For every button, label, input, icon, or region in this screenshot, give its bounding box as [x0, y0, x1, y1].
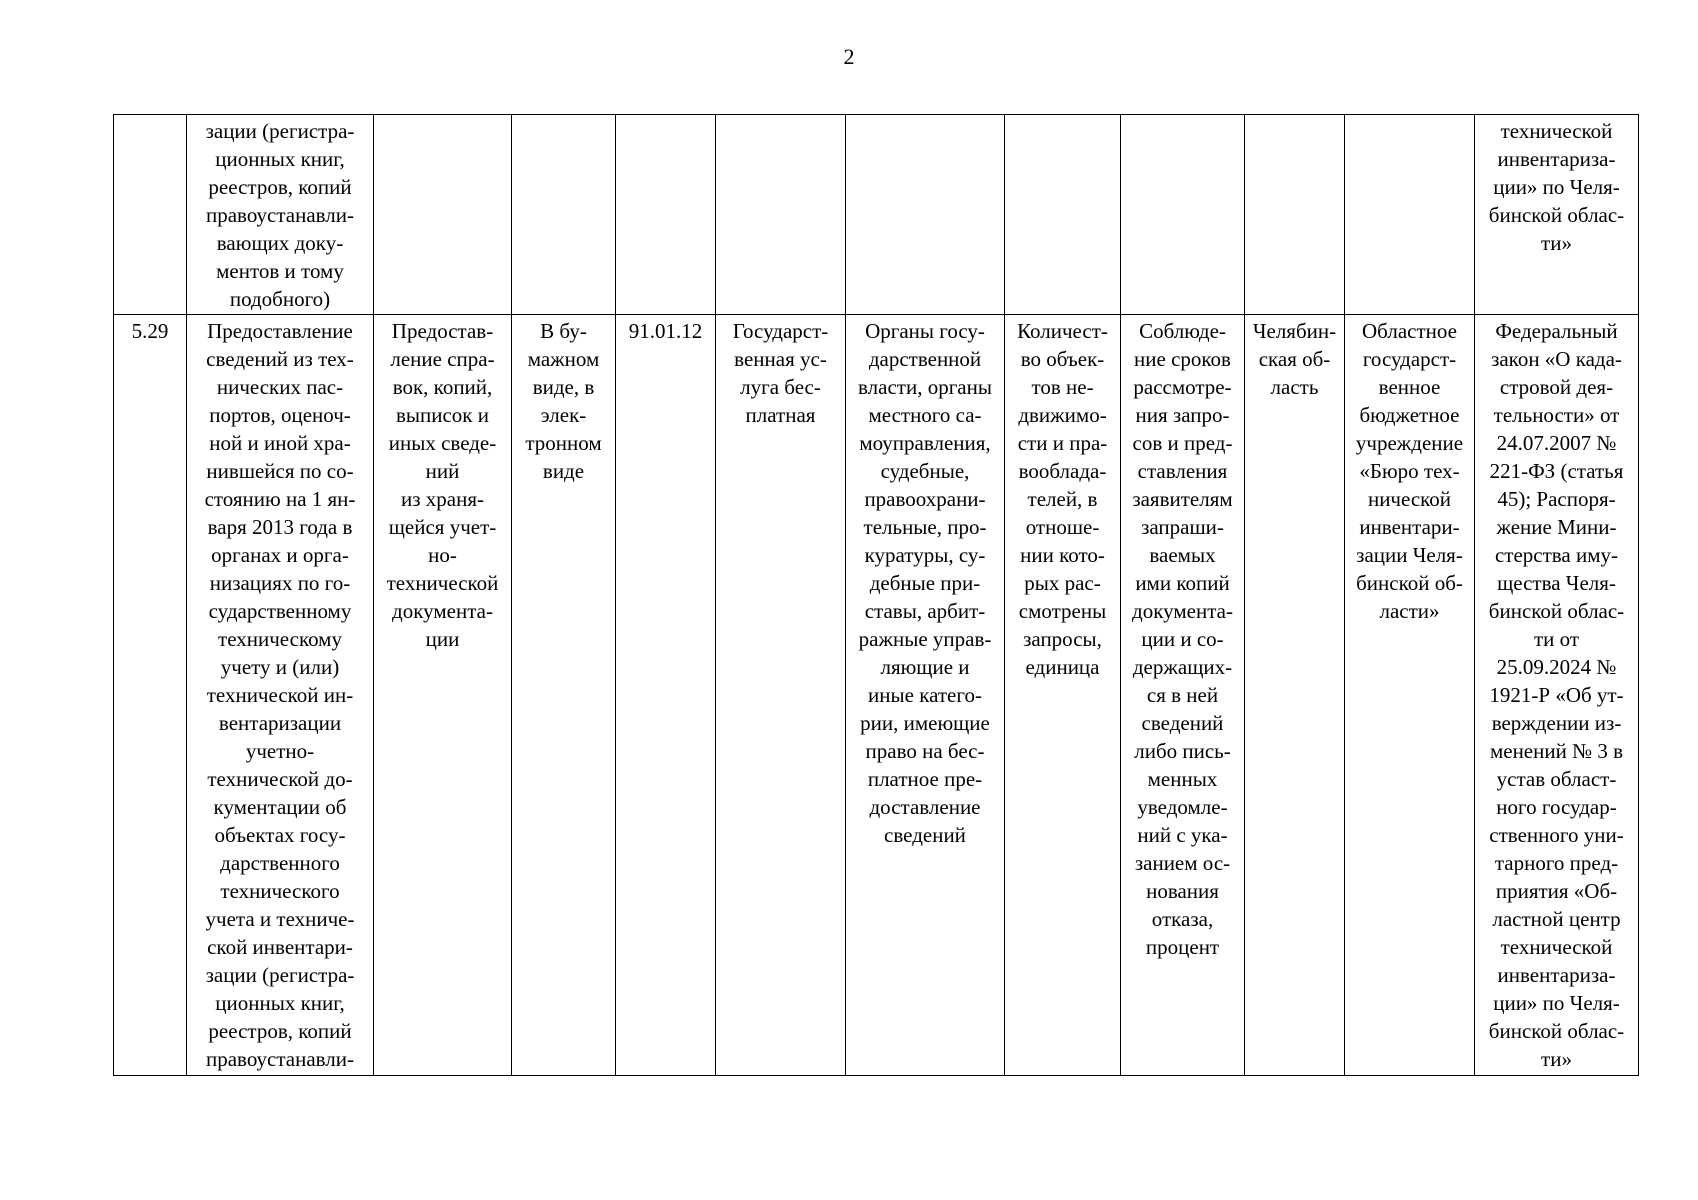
cell-text-line: венное: [1378, 375, 1441, 399]
cell-text-line: менений № 3 в: [1489, 739, 1624, 763]
cell-text-line: ний с ука-: [1137, 823, 1228, 847]
cell-text-line: местного са-: [868, 403, 982, 427]
cell-text-line: приятия «Об-: [1495, 879, 1618, 903]
cell-text-line: но-: [428, 543, 457, 567]
cell-text-line: инвентаризa-: [1497, 963, 1616, 987]
cell-text-line: Государст-: [732, 319, 829, 343]
cell-text-line: ти»: [1541, 1047, 1572, 1071]
cell-text-line: ласти»: [1379, 599, 1440, 623]
cell-text-line: рии, имеющие: [860, 711, 990, 735]
cell-text-line: правоохрани-: [864, 487, 986, 511]
page-number: 2: [843, 44, 855, 69]
cell-text-line: верждении из-: [1491, 711, 1622, 735]
cell-text-line: тельные, про-: [863, 515, 987, 539]
cell-text-line: зации (регистра-: [205, 963, 355, 987]
table-cell-okved-code: [616, 315, 716, 1076]
cell-text-line: 221-ФЗ (статья: [1489, 459, 1624, 483]
cell-text-line: ционных книг,: [215, 991, 345, 1015]
cell-text-line: 45); Распоря-: [1497, 487, 1616, 511]
table-cell-provider: [1345, 115, 1475, 315]
cell-text-line: ими копий: [1135, 571, 1230, 595]
cell-text-line: луга бес-: [740, 375, 821, 399]
cell-text-line: венная ус-: [734, 347, 827, 371]
table-cell-provider: [1345, 315, 1475, 1076]
cell-text-line: подобного): [229, 287, 331, 311]
cell-text-line: органах и орга-: [211, 543, 349, 567]
cell-text-line: ние сроков: [1134, 347, 1231, 371]
cell-text-line: иных сведе-: [388, 431, 497, 455]
cell-text-line: государст-: [1362, 347, 1457, 371]
cell-text-line: учета и техниче-: [205, 907, 355, 931]
cell-text-line: зации (регистра-: [205, 119, 355, 143]
cell-text-line: сведений: [1141, 711, 1224, 735]
cell-text-line: ной и иной хра-: [209, 431, 351, 455]
cell-text-line: тельности» от: [1493, 403, 1620, 427]
cell-text-line: нии кото-: [1020, 543, 1105, 567]
cell-text-line: элек-: [540, 403, 587, 427]
cell-text-line: Областное: [1362, 319, 1457, 343]
cell-text-line: тронном: [525, 431, 602, 455]
cell-text-line: документа-: [392, 599, 493, 623]
cell-text-line: кументации об: [213, 795, 347, 819]
cell-text-line: технического: [220, 879, 340, 903]
cell-text-line: бюджетное: [1359, 403, 1460, 427]
table-cell-okved-code: [616, 115, 716, 315]
cell-text-line: нившейся по со-: [206, 459, 354, 483]
cell-text-line: ляющие и: [880, 655, 970, 679]
cell-text-line: жение Мини-: [1496, 515, 1617, 539]
cell-text-line: заявителям: [1132, 487, 1233, 511]
cell-text-line: сти и пра-: [1017, 431, 1108, 455]
cell-text-line: виде, в: [532, 375, 595, 399]
cell-text-line: телей, в: [1027, 487, 1098, 511]
cell-text-line: учету и (или): [220, 655, 340, 679]
cell-text-line: ции: [425, 627, 460, 651]
cell-text-line: куратуры, су-: [864, 543, 986, 567]
cell-text-line: техническому: [218, 627, 342, 651]
cell-text-line: дарственной: [868, 347, 982, 371]
table-cell-service-name: [187, 315, 374, 1076]
cell-text-line: вающих доку-: [216, 231, 344, 255]
cell-text-line: низациях по го-: [209, 571, 351, 595]
cell-text-line: ся в ней: [1146, 683, 1219, 707]
cell-text-line: бинской об-: [1356, 571, 1463, 595]
cell-text-line: нических пас-: [216, 375, 344, 399]
cell-text-line: правоустанавли-: [205, 1047, 354, 1071]
cell-text-line: запраши-: [1141, 515, 1224, 539]
cell-text-line: дебные при-: [869, 571, 981, 595]
cell-text-line: платное пре-: [867, 767, 983, 791]
table-cell-consumer-category: [846, 315, 1005, 1076]
table-cell-service-form: [512, 315, 616, 1076]
cell-text-line: ственного уни-: [1489, 823, 1624, 847]
cell-text-line: 5.29: [131, 319, 169, 343]
cell-text-line: мажном: [527, 347, 600, 371]
cell-text-line: ции» по Челя-: [1493, 175, 1620, 199]
cell-text-line: движимо-: [1018, 403, 1107, 427]
cell-text-line: ции» по Челя-: [1493, 991, 1620, 1015]
cell-text-line: единица: [1025, 655, 1100, 679]
cell-text-line: ваемых: [1149, 543, 1216, 567]
table-cell-legal-basis: [1475, 115, 1639, 315]
cell-text-line: технической: [1500, 119, 1613, 143]
table-cell-quality-indicator: [1121, 315, 1245, 1076]
cell-text-line: дарственного: [220, 851, 340, 875]
cell-text-line: из храня-: [401, 487, 484, 511]
cell-text-line: доставление: [869, 795, 981, 819]
cell-text-line: процент: [1145, 935, 1220, 959]
cell-text-line: выписок и: [395, 403, 489, 427]
cell-text-line: Федеральный: [1495, 319, 1618, 343]
table-cell-quality-indicator: [1121, 115, 1245, 315]
table-cell-volume-indicator: [1005, 115, 1121, 315]
cell-text-line: 1921-Р «Об ут-: [1489, 683, 1624, 707]
cell-text-line: уведомле-: [1137, 795, 1228, 819]
table-cell-volume-indicator: [1005, 315, 1121, 1076]
cell-text-line: реестров, копий: [208, 1019, 352, 1043]
cell-text-line: ти от: [1533, 627, 1580, 651]
cell-text-line: ление спра-: [390, 347, 495, 371]
cell-text-line: смотрены: [1018, 599, 1107, 623]
cell-text-line: ласть: [1270, 375, 1319, 399]
cell-text-line: технической: [1500, 935, 1613, 959]
cell-text-line: рассмотре-: [1133, 375, 1232, 399]
cell-text-line: виде: [542, 459, 585, 483]
cell-text-line: ции и со-: [1141, 627, 1224, 651]
cell-text-line: сов и пред-: [1132, 431, 1233, 455]
cell-text-line: зации Челя-: [1356, 543, 1463, 567]
cell-text-line: судебные,: [880, 459, 970, 483]
cell-text-line: нования: [1146, 879, 1219, 903]
cell-text-line: стерства иму-: [1494, 543, 1619, 567]
cell-text-line: тарного пред-: [1494, 851, 1619, 875]
cell-text-line: закон «О када-: [1491, 347, 1622, 371]
table-cell-service-content: [374, 115, 512, 315]
cell-text-line: Челябин-: [1252, 319, 1337, 343]
cell-text-line: отноше-: [1025, 515, 1100, 539]
cell-text-line: «Бюро тех-: [1359, 459, 1460, 483]
cell-text-line: технической: [386, 571, 499, 595]
cell-text-line: моуправления,: [859, 431, 991, 455]
table-cell-consumer-category: [846, 115, 1005, 315]
table-row: [114, 315, 1639, 1076]
cell-text-line: Органы госу-: [865, 319, 985, 343]
cell-text-line: ного государ-: [1496, 795, 1617, 819]
cell-text-line: бинской облас-: [1488, 599, 1625, 623]
cell-text-line: учетно-: [245, 739, 315, 763]
cell-text-line: В бу-: [540, 319, 587, 343]
cell-text-line: отказа,: [1151, 907, 1214, 931]
cell-text-line: вооблада-: [1018, 459, 1107, 483]
cell-text-line: ционных книг,: [215, 147, 345, 171]
cell-text-line: портов, оценоч-: [209, 403, 351, 427]
cell-text-line: бинской облас-: [1488, 1019, 1625, 1043]
cell-text-line: ластной центр: [1492, 907, 1621, 931]
table-cell-region: [1245, 315, 1345, 1076]
cell-text-line: Количест-: [1017, 319, 1108, 343]
cell-text-line: инвентари-: [1359, 515, 1460, 539]
cell-text-line: объектах госу-: [214, 823, 346, 847]
cell-text-line: во объек-: [1020, 347, 1105, 371]
cell-text-line: реестров, копий: [208, 175, 352, 199]
cell-text-line: устав област-: [1496, 767, 1617, 791]
table-cell-service-content: [374, 315, 512, 1076]
table-cell-service-type: [716, 315, 846, 1076]
cell-text-line: сведений: [884, 823, 966, 847]
cell-text-line: ментов и тому: [216, 259, 344, 283]
cell-text-line: нической: [1367, 487, 1452, 511]
cell-text-line: запросы,: [1023, 627, 1102, 651]
table-cell-number: [114, 315, 187, 1076]
cell-text-line: Предоставление: [207, 319, 353, 343]
table-row: [114, 115, 1639, 315]
cell-text-line: бинской облас-: [1488, 203, 1625, 227]
cell-text-line: право на бес-: [865, 739, 985, 763]
cell-text-line: сударственному: [208, 599, 352, 623]
cell-text-line: сведений из тех-: [206, 347, 354, 371]
registry-table: [113, 114, 1639, 1076]
cell-text-line: варя 2013 года в: [207, 515, 353, 539]
cell-text-line: документа-: [1132, 599, 1233, 623]
cell-text-line: ти»: [1541, 231, 1572, 255]
cell-text-line: ставления: [1137, 459, 1228, 483]
cell-text-line: технической до-: [207, 767, 353, 791]
cell-text-line: правоустанавли-: [205, 203, 354, 227]
cell-text-line: 25.09.2024 №: [1496, 655, 1617, 679]
cell-text-line: либо пись-: [1134, 739, 1231, 763]
cell-text-line: держащих-: [1132, 655, 1233, 679]
cell-text-line: 24.07.2007 №: [1496, 431, 1617, 455]
cell-text-line: иные катего-: [868, 683, 982, 707]
cell-text-line: занием ос-: [1134, 851, 1231, 875]
cell-text-line: учреждение: [1355, 431, 1464, 455]
cell-text-line: вентаризации: [218, 711, 342, 735]
cell-text-line: ражные управ-: [858, 627, 992, 651]
cell-text-line: менных: [1147, 767, 1218, 791]
cell-text-line: ской инвентари-: [207, 935, 353, 959]
cell-text-line: 91.01.12: [628, 319, 703, 343]
table-cell-number: [114, 115, 187, 315]
cell-text-line: щейся учет-: [388, 515, 497, 539]
cell-text-line: стоянию на 1 ян-: [204, 487, 356, 511]
table-cell-legal-basis: [1475, 315, 1639, 1076]
cell-text-line: Предостав-: [391, 319, 494, 343]
cell-text-line: Соблюде-: [1139, 319, 1226, 343]
cell-text-line: технической ин-: [206, 683, 354, 707]
cell-text-line: власти, органы: [858, 375, 992, 399]
cell-text-line: ская об-: [1258, 347, 1331, 371]
cell-text-line: стровой дея-: [1499, 375, 1614, 399]
table-cell-region: [1245, 115, 1345, 315]
cell-text-line: ставы, арбит-: [864, 599, 986, 623]
table-cell-service-form: [512, 115, 616, 315]
cell-text-line: инвентаризa-: [1497, 147, 1616, 171]
table-cell-service-name: [187, 115, 374, 315]
cell-text-line: ний: [425, 459, 460, 483]
cell-text-line: рых рас-: [1024, 571, 1101, 595]
cell-text-line: щества Челя-: [1497, 571, 1616, 595]
table-cell-service-type: [716, 115, 846, 315]
cell-text-line: тов не-: [1031, 375, 1094, 399]
cell-text-line: вок, копий,: [392, 375, 493, 399]
cell-text-line: платная: [745, 403, 816, 427]
cell-text-line: ния запро-: [1135, 403, 1230, 427]
